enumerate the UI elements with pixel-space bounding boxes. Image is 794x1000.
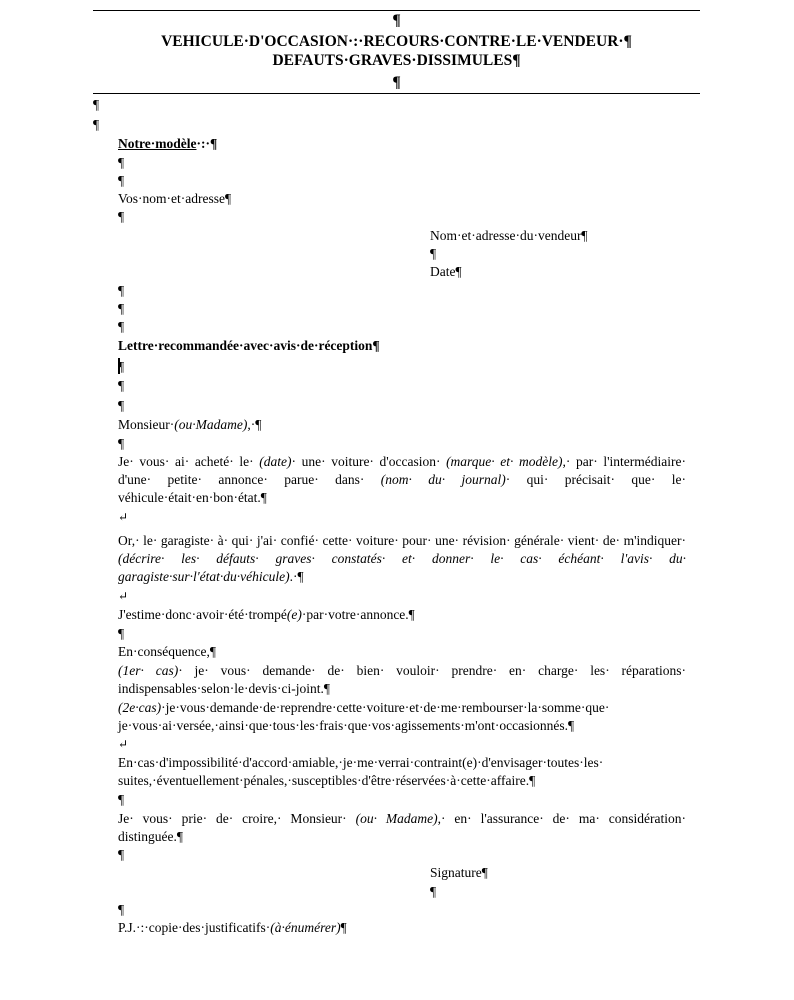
text-run: ·par·votre·annonce.¶ [301, 607, 415, 622]
title-line-2: DEFAUTS·GRAVES·DISSIMULES¶ [272, 52, 521, 69]
line-break-mark: ↵ [118, 589, 129, 603]
consequence-line: En·conséquence,¶ [118, 644, 216, 659]
signature-line: Signature¶ [430, 865, 488, 880]
sender-address-line: Vos·nom·et·adresse¶ [118, 191, 232, 206]
salutation-line [118, 416, 261, 434]
empty-paragraph-mark: ¶ [93, 117, 100, 132]
purchase-paragraph [118, 453, 686, 507]
text-run: · une· voiture· d'occasion· [291, 454, 447, 469]
text-run: J'estime·donc·avoir·été·trompé [118, 607, 287, 622]
text-run: Je· vous· ai· acheté· le· [118, 454, 260, 469]
placeholder-make-model: (marque· et· modèle), [446, 454, 566, 469]
empty-paragraph-mark: ¶ [118, 792, 125, 807]
placeholder-date: (date) [259, 454, 292, 469]
case1-paragraph [118, 662, 686, 698]
empty-paragraph-mark: ¶ [118, 847, 125, 862]
empty-paragraph-mark: ¶ [118, 436, 125, 451]
empty-paragraph-mark: ¶ [118, 173, 125, 188]
closing-alt: (ou· Madame) [355, 811, 438, 826]
empty-paragraph-mark: ¶ [118, 378, 125, 393]
text-run: Or,· le· garagiste· à· qui· j'ai· confié· cette· voiture· pour· une· révision· générale· vient· de· m'indiquer· [118, 533, 686, 548]
text-run: ,· en· l'assurance· de· ma· considération· distinguée.¶ [118, 811, 686, 844]
empty-paragraph-mark: ¶ [118, 283, 125, 298]
recipient-address-line: Nom·et·adresse·du·vendeur¶ [430, 228, 588, 243]
closing-paragraph [118, 810, 686, 846]
impossibility-paragraph: En·cas·d'impossibilité·d'accord·amiable,·je·me·verrai·contraint(e)·d'envisager·toutes·les· suites,·éventuellement·pénales,·susceptibles·d'être·réservées·à·cette·affaire.¶ [118, 755, 604, 788]
text-run: · par· l'intermédiaire· d'une· petite· annonce· parue· dans· [118, 454, 686, 487]
line-break-mark: ↵ [118, 510, 129, 524]
text-run: .·¶ [289, 569, 304, 584]
header-pilcrow-bottom: ¶ [392, 74, 401, 91]
empty-paragraph-mark: ¶ [118, 155, 125, 170]
salutation-alt: (ou·Madame) [174, 417, 248, 432]
text-run: Je· vous· prie· de· croire,· Monsieur· [118, 811, 356, 826]
empty-paragraph-mark: ¶ [118, 301, 125, 316]
text-run: ¶ [340, 920, 347, 935]
model-heading-suffix: ·:·¶ [196, 136, 218, 151]
title-line-1: VEHICULE·D'OCCASION·:·RECOURS·CONTRE·LE·VENDEUR·¶ [161, 33, 632, 50]
header-bottom-border [93, 93, 700, 94]
cursor-line[interactable] [118, 358, 124, 376]
case1-label: (1er· cas) [118, 663, 179, 678]
text-run: · je· vous· demande· de· bien· vouloir· prendre· en· charge· les· réparations· indispensables·selon·le·devis·ci-joint.¶ [118, 663, 686, 696]
empty-paragraph-mark: ¶ [118, 398, 125, 413]
empty-paragraph-mark: ¶ [430, 884, 437, 899]
placeholder-defects: (décrire· les· défauts· graves· constatés· et· donner· le· cas· échéant· l'avis· du· garagiste·sur·l'état·du·véhicule) [118, 551, 686, 584]
misled-line [118, 606, 415, 624]
empty-paragraph-mark: ¶ [430, 246, 437, 261]
empty-paragraph-mark: ¶ [118, 626, 125, 641]
gender-mark: (e) [286, 607, 302, 622]
empty-paragraph-mark: ¶ [118, 359, 125, 374]
attachments-line [118, 919, 347, 937]
empty-paragraph-mark: ¶ [118, 209, 125, 224]
text-run: · qui· précisait· que· le· véhicule·était·en·bon·état.¶ [118, 472, 686, 505]
case2-paragraph [118, 699, 686, 735]
header-pilcrow-top: ¶ [392, 12, 401, 29]
placeholder-list: (à·énumérer) [270, 920, 341, 935]
text-run: P.J.·:·copie·des·justificatifs· [118, 920, 271, 935]
placeholder-newspaper: (nom· du· journal) [380, 472, 506, 487]
text-run: ·je·vous·demande·de·reprendre·cette·voiture·et·de·me·rembourser·la·somme·que· je·vous·ai·versée,·ainsi·que·tous·les·frais·que·vos·agissements·m'ont·occasionnés.¶ [118, 700, 610, 733]
date-line: Date¶ [430, 264, 462, 279]
empty-paragraph-mark: ¶ [118, 902, 125, 917]
garage-paragraph [118, 532, 686, 586]
salutation-text: Monsieur· [118, 417, 175, 432]
line-break-mark: ↵ [118, 737, 129, 751]
case2-label: (2e·cas) [118, 700, 162, 715]
model-heading [118, 135, 217, 153]
empty-paragraph-mark: ¶ [93, 97, 100, 112]
model-heading-label: Notre·modèle [118, 136, 197, 151]
empty-paragraph-mark: ¶ [118, 319, 125, 334]
salutation-suffix: ,·¶ [247, 417, 262, 432]
registered-mail-line: Lettre·recommandée·avec·avis·de·réception¶ [118, 338, 380, 353]
